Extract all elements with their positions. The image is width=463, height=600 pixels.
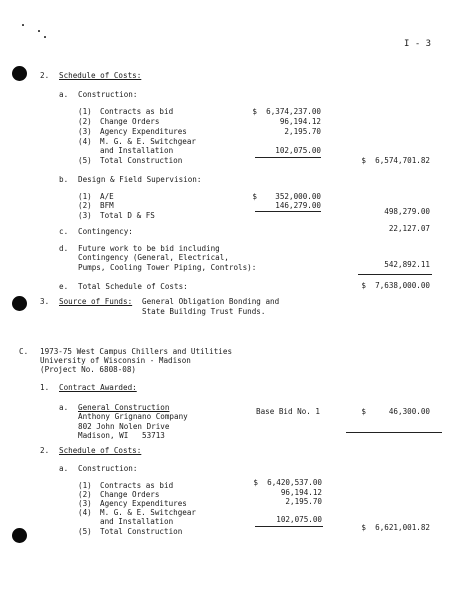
item-text: M. G. & E. Switchgear (100, 508, 197, 517)
item-total: $ 6,574,701.82 (361, 156, 430, 165)
subsection-text: Pumps, Cooling Tower Piping, Controls): (78, 263, 257, 272)
subsection-title: Total Schedule of Costs: (78, 282, 188, 291)
binder-hole-top (12, 66, 27, 81)
item-amount: 96,194.12 (279, 117, 321, 126)
total-rule (346, 432, 442, 433)
project-title: 1973-75 West Campus Chillers and Utilities (40, 347, 233, 356)
item-text: Agency Expenditures (100, 127, 187, 136)
subsection-label: e. (59, 282, 69, 291)
item-text: Total Construction (100, 527, 183, 536)
item-text: Contracts as bid (100, 107, 174, 116)
item-text: A/E (100, 192, 114, 201)
item-amount: $ 6,374,237.00 (252, 107, 321, 116)
section-number: 2. (40, 446, 50, 455)
section-number: 2. (40, 71, 50, 80)
item-total: 22,127.07 (388, 224, 430, 233)
item-number: (3) (78, 499, 92, 508)
scan-speck (44, 36, 46, 38)
subsection-title: Contingency: (78, 227, 133, 236)
subsection-label: a. (59, 403, 69, 412)
item-amount: $ 6,420,537.00 (253, 478, 322, 487)
item-text-continued: and Installation (100, 517, 174, 526)
grand-total: $ 7,638,000.00 (361, 281, 430, 290)
subsection-label: c. (59, 227, 69, 236)
section-title: Schedule of Costs: (59, 446, 142, 455)
subtotal-rule (255, 157, 321, 158)
contractor-name: Anthony Grignano Company (78, 412, 188, 421)
project-label: C. (19, 347, 29, 356)
subsection-label: a. (59, 464, 69, 473)
item-number: (1) (78, 192, 92, 201)
contractor-address: Madison, WI 53713 (78, 431, 165, 440)
item-number: (3) (78, 127, 92, 136)
item-total: 542,892.11 (384, 260, 430, 269)
subtotal-rule (255, 526, 323, 527)
item-total: $ 6,621,001.82 (361, 523, 430, 532)
item-text: Change Orders (100, 117, 160, 126)
item-number: (1) (78, 107, 92, 116)
project-title: University of Wisconsin - Madison (40, 356, 191, 365)
item-amount: 146,279.00 (275, 201, 321, 210)
item-number: (4) (78, 137, 92, 146)
item-number: (1) (78, 481, 92, 490)
item-text-continued: and Installation (100, 146, 174, 155)
item-text: Total Construction (100, 156, 183, 165)
section-number: 3. (40, 297, 50, 306)
bid-amount: $ 46,300.00 (361, 407, 430, 416)
item-text: M. G. & E. Switchgear (100, 137, 197, 146)
item-amount: 96,194.12 (280, 488, 322, 497)
subsection-label: b. (59, 175, 69, 184)
item-number: (2) (78, 201, 92, 210)
item-text: Change Orders (100, 490, 160, 499)
subsection-text: Future work to be bid including (78, 244, 220, 253)
project-number: (Project No. 6808-08) (40, 365, 137, 374)
section-title: Contract Awarded: (59, 383, 137, 392)
item-text: Total D & FS (100, 211, 155, 220)
total-rule (358, 274, 432, 275)
funds-text: State Building Trust Funds. (142, 307, 266, 316)
item-text: BFM (100, 201, 114, 210)
subsection-title: General Construction (78, 403, 170, 412)
subsection-label: a. (59, 90, 69, 99)
bid-label: Base Bid No. 1 (256, 407, 321, 416)
item-number: (2) (78, 117, 92, 126)
binder-hole-bottom (12, 528, 27, 543)
subsection-title: Construction: (78, 90, 138, 99)
funds-text: General Obligation Bonding and (142, 297, 280, 306)
item-number: (5) (78, 527, 92, 536)
item-text: Agency Expenditures (100, 499, 187, 508)
scan-speck (38, 30, 40, 32)
subsection-title: Construction: (78, 464, 138, 473)
item-amount: 2,195.70 (285, 497, 322, 506)
contractor-address: 802 John Nolen Drive (78, 422, 170, 431)
subtotal-rule (255, 211, 321, 212)
item-text: Contracts as bid (100, 481, 174, 490)
item-amount: 2,195.70 (284, 127, 321, 136)
item-number: (4) (78, 508, 92, 517)
section-title: Source of Funds: (59, 297, 133, 306)
section-title: Schedule of Costs: (59, 71, 142, 80)
page-number: I - 3 (404, 39, 432, 49)
item-number: (2) (78, 490, 92, 499)
item-amount: 102,075.00 (276, 515, 322, 524)
item-total: 498,279.00 (384, 207, 430, 216)
item-number: (5) (78, 156, 92, 165)
subsection-title: Design & Field Supervision: (78, 175, 202, 184)
item-amount: $ 352,000.00 (252, 192, 321, 201)
item-amount: 102,075.00 (275, 146, 321, 155)
scan-speck (22, 24, 24, 26)
binder-hole-middle (12, 296, 27, 311)
section-number: 1. (40, 383, 50, 392)
item-number: (3) (78, 211, 92, 220)
subsection-text: Contingency (General, Electrical, (78, 253, 229, 262)
subsection-label: d. (59, 244, 69, 253)
